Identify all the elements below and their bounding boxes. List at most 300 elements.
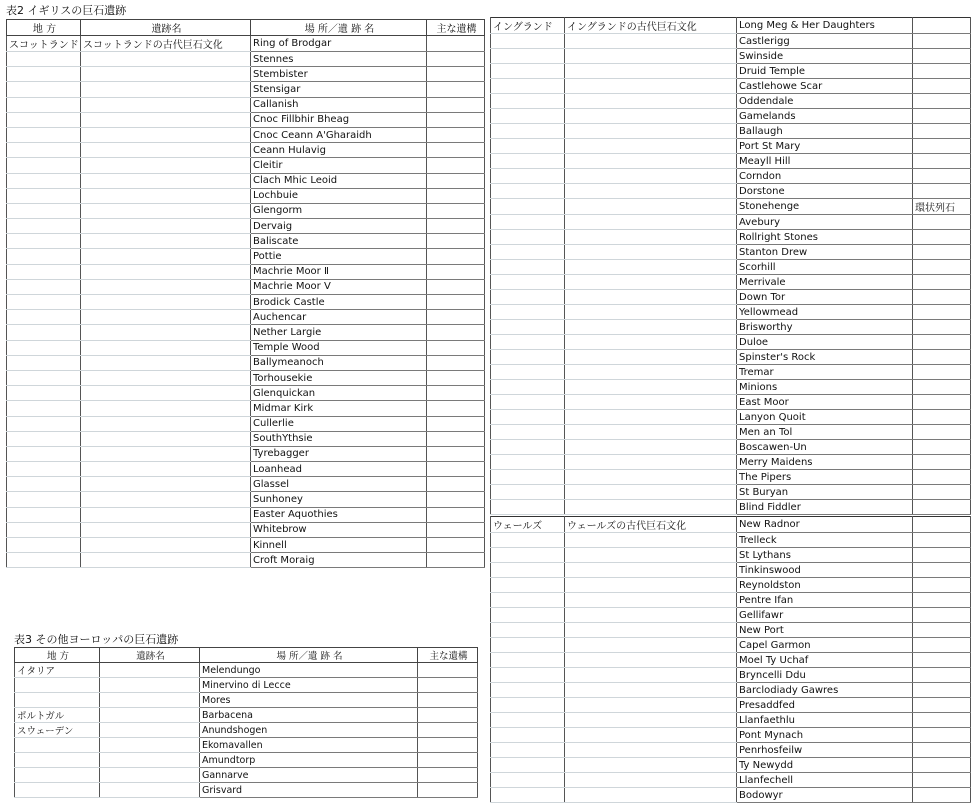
region-cell <box>491 79 565 94</box>
region-cell <box>7 249 81 264</box>
table-row <box>491 563 971 578</box>
culture-cell <box>565 425 737 440</box>
site-name-cell: Tremar <box>737 365 913 380</box>
main-remains-cell <box>427 173 485 188</box>
main-remains-cell <box>427 219 485 234</box>
table-row <box>491 425 971 440</box>
region-cell <box>491 425 565 440</box>
table-row <box>7 295 485 310</box>
region-cell <box>7 112 81 127</box>
site-name-cell: Mores <box>200 693 418 708</box>
table-row <box>7 507 485 522</box>
region-cell <box>491 455 565 470</box>
main-remains-cell <box>427 462 485 477</box>
culture-cell <box>565 350 737 365</box>
table-row <box>7 446 485 461</box>
culture-cell <box>565 728 737 743</box>
main-remains-cell <box>427 112 485 127</box>
table-row <box>491 668 971 683</box>
culture-cell <box>565 485 737 500</box>
region-cell <box>491 440 565 455</box>
main-remains-cell <box>913 548 971 563</box>
table-row <box>7 431 485 446</box>
table-row <box>491 169 971 184</box>
culture-cell <box>81 264 251 279</box>
region-cell <box>7 477 81 492</box>
culture-cell <box>81 492 251 507</box>
culture-cell <box>565 455 737 470</box>
site-name-cell: New Radnor <box>737 517 913 533</box>
main-remains-cell <box>913 169 971 184</box>
main-remains-cell <box>913 184 971 199</box>
region-cell <box>491 94 565 109</box>
region-cell <box>7 203 81 218</box>
site-name-cell: Port St Mary <box>737 139 913 154</box>
main-remains-cell <box>418 783 478 798</box>
culture-cell <box>565 608 737 623</box>
main-remains-cell <box>427 431 485 446</box>
region-cell <box>491 154 565 169</box>
main-remains-cell <box>913 260 971 275</box>
culture-cell <box>565 154 737 169</box>
region-cell <box>7 355 81 370</box>
main-remains-cell <box>418 753 478 768</box>
main-remains-cell <box>913 64 971 79</box>
site-name-cell: Auchencar <box>251 310 427 325</box>
table-row <box>491 395 971 410</box>
main-remains-cell <box>913 380 971 395</box>
main-remains-cell <box>913 425 971 440</box>
site-name-cell: Glenquickan <box>251 386 427 401</box>
main-remains-cell <box>427 188 485 203</box>
region-cell <box>491 169 565 184</box>
main-remains-cell <box>913 154 971 169</box>
region-cell <box>7 173 81 188</box>
site-name-cell: Stembister <box>251 67 427 82</box>
table-row <box>491 215 971 230</box>
table-row <box>491 18 971 34</box>
region-cell <box>7 492 81 507</box>
main-remains-cell <box>418 738 478 753</box>
main-remains-cell <box>913 698 971 713</box>
table-row <box>7 325 485 340</box>
table-row <box>491 124 971 139</box>
main-remains-cell <box>913 124 971 139</box>
site-name-cell: Merrivale <box>737 275 913 290</box>
main-remains-cell <box>913 728 971 743</box>
culture-cell <box>81 386 251 401</box>
table-row <box>491 139 971 154</box>
main-remains-cell <box>427 52 485 67</box>
region-cell <box>491 320 565 335</box>
site-name-cell: Easter Aquothies <box>251 507 427 522</box>
culture-cell <box>81 355 251 370</box>
region-cell <box>15 783 100 798</box>
site-name-cell: Stanton Drew <box>737 245 913 260</box>
table-row <box>15 708 478 723</box>
main-remains-cell <box>427 67 485 82</box>
culture-cell <box>565 109 737 124</box>
table-row <box>7 249 485 264</box>
site-name-cell: Pottie <box>251 249 427 264</box>
culture-cell <box>81 234 251 249</box>
main-remains-cell: 環状列石 <box>913 199 971 215</box>
culture-cell <box>565 34 737 49</box>
culture-cell <box>565 365 737 380</box>
site-name-cell: Penrhosfeilw <box>737 743 913 758</box>
culture-cell <box>81 538 251 553</box>
site-name-cell: Pont Mynach <box>737 728 913 743</box>
culture-cell <box>565 683 737 698</box>
site-name-cell: Stensigar <box>251 82 427 97</box>
culture-cell <box>81 310 251 325</box>
site-name-cell: The Pipers <box>737 470 913 485</box>
culture-cell <box>81 97 251 112</box>
site-name-cell: Llanfechell <box>737 773 913 788</box>
region-cell <box>491 743 565 758</box>
region-cell <box>7 82 81 97</box>
culture-cell <box>565 94 737 109</box>
region-cell: イングランド <box>491 18 565 34</box>
site-name-cell: Sunhoney <box>251 492 427 507</box>
table3-other-europe <box>14 647 478 798</box>
table-row <box>491 500 971 515</box>
main-remains-cell <box>913 668 971 683</box>
header-row <box>15 648 478 663</box>
main-remains-cell <box>913 713 971 728</box>
main-remains-cell <box>427 279 485 294</box>
culture-cell <box>100 768 200 783</box>
table-row <box>7 538 485 553</box>
site-name-cell: Minervino di Lecce <box>200 678 418 693</box>
region-cell <box>491 64 565 79</box>
table-row <box>7 52 485 67</box>
table-row <box>7 188 485 203</box>
main-remains-cell <box>427 36 485 52</box>
site-name-cell: Druid Temple <box>737 64 913 79</box>
culture-cell <box>565 290 737 305</box>
region-cell <box>7 416 81 431</box>
table-row <box>491 350 971 365</box>
culture-cell <box>81 52 251 67</box>
culture-cell <box>565 563 737 578</box>
region-cell <box>491 578 565 593</box>
culture-cell: スコットランドの古代巨石文化 <box>81 36 251 52</box>
site-name-cell: Trelleck <box>737 533 913 548</box>
region-cell <box>7 431 81 446</box>
region-cell <box>7 67 81 82</box>
region-cell <box>491 470 565 485</box>
main-remains-cell <box>418 708 478 723</box>
region-cell <box>15 678 100 693</box>
main-remains-cell <box>427 507 485 522</box>
main-remains-cell <box>427 553 485 568</box>
table-row <box>491 758 971 773</box>
table-row <box>491 335 971 350</box>
site-name-cell: Ekomavallen <box>200 738 418 753</box>
culture-cell <box>565 275 737 290</box>
table-row <box>15 738 478 753</box>
culture-cell <box>100 678 200 693</box>
region-cell <box>491 728 565 743</box>
site-name-cell: Dervaig <box>251 219 427 234</box>
table-row <box>7 234 485 249</box>
table-row <box>491 199 971 215</box>
table-row <box>491 245 971 260</box>
region-cell <box>7 507 81 522</box>
table2-england <box>490 17 971 515</box>
main-remains-cell <box>913 365 971 380</box>
table-row <box>15 783 478 798</box>
culture-cell <box>565 578 737 593</box>
main-remains-cell <box>913 320 971 335</box>
region-cell <box>491 260 565 275</box>
main-remains-cell <box>427 264 485 279</box>
header-main: 主な遺構 <box>418 648 478 663</box>
main-remains-cell <box>427 370 485 385</box>
site-name-cell: Barclodiady Gawres <box>737 683 913 698</box>
main-remains-cell <box>913 683 971 698</box>
main-remains-cell <box>913 275 971 290</box>
site-name-cell: Lochbuie <box>251 188 427 203</box>
main-remains-cell <box>418 693 478 708</box>
table-row <box>491 410 971 425</box>
region-cell <box>491 788 565 803</box>
culture-cell <box>81 522 251 537</box>
site-name-cell: Lanyon Quoit <box>737 410 913 425</box>
culture-cell <box>565 653 737 668</box>
table-row <box>7 401 485 416</box>
region-cell <box>491 290 565 305</box>
site-name-cell: Spinster's Rock <box>737 350 913 365</box>
main-remains-cell <box>913 623 971 638</box>
table-row <box>7 492 485 507</box>
region-cell <box>491 758 565 773</box>
culture-cell <box>100 738 200 753</box>
site-name-cell: Oddendale <box>737 94 913 109</box>
main-remains-cell <box>913 305 971 320</box>
culture-cell <box>100 693 200 708</box>
culture-cell <box>100 753 200 768</box>
culture-cell <box>81 67 251 82</box>
site-name-cell: Castlerigg <box>737 34 913 49</box>
site-name-cell: Ceann Hulavig <box>251 143 427 158</box>
main-remains-cell <box>427 355 485 370</box>
site-name-cell: Ballaugh <box>737 124 913 139</box>
table-row <box>7 279 485 294</box>
table-row <box>491 728 971 743</box>
culture-cell <box>565 49 737 64</box>
region-cell <box>491 395 565 410</box>
region-cell <box>491 109 565 124</box>
site-name-cell: Midmar Kirk <box>251 401 427 416</box>
culture-cell <box>81 553 251 568</box>
table-row <box>491 455 971 470</box>
culture-cell <box>565 320 737 335</box>
main-remains-cell <box>427 82 485 97</box>
region-cell <box>7 264 81 279</box>
table-row <box>491 533 971 548</box>
culture-cell <box>81 295 251 310</box>
table-row <box>491 517 971 533</box>
table-row <box>7 112 485 127</box>
culture-cell <box>565 169 737 184</box>
table2-wales <box>490 516 971 803</box>
main-remains-cell <box>913 563 971 578</box>
region-cell <box>7 401 81 416</box>
site-name-cell: Baliscate <box>251 234 427 249</box>
culture-cell <box>565 199 737 215</box>
site-name-cell: Moel Ty Uchaf <box>737 653 913 668</box>
table-row <box>491 788 971 803</box>
main-remains-cell <box>427 203 485 218</box>
culture-cell <box>565 64 737 79</box>
main-remains-cell <box>427 416 485 431</box>
table-row <box>7 97 485 112</box>
main-remains-cell <box>427 127 485 142</box>
culture-cell <box>565 533 737 548</box>
table-row <box>7 82 485 97</box>
site-name-cell: Boscawen-Un <box>737 440 913 455</box>
main-remains-cell <box>913 230 971 245</box>
main-remains-cell <box>913 34 971 49</box>
culture-cell <box>565 470 737 485</box>
region-cell <box>7 553 81 568</box>
culture-cell <box>565 548 737 563</box>
region-cell <box>491 548 565 563</box>
main-remains-cell <box>427 446 485 461</box>
table-row <box>491 698 971 713</box>
site-name-cell: St Buryan <box>737 485 913 500</box>
table-row <box>7 310 485 325</box>
region-cell: イタリア <box>15 663 100 678</box>
region-cell <box>491 199 565 215</box>
table-row <box>491 49 971 64</box>
table-row <box>7 553 485 568</box>
region-cell <box>491 563 565 578</box>
table-row <box>7 477 485 492</box>
site-name-cell: Gannarve <box>200 768 418 783</box>
region-cell <box>491 335 565 350</box>
table-row <box>7 67 485 82</box>
site-name-cell: Clach Mhic Leoid <box>251 173 427 188</box>
site-name-cell: Castlehowe Scar <box>737 79 913 94</box>
header-main: 主な遺構 <box>427 20 485 36</box>
header-culture: 遺跡名 <box>100 648 200 663</box>
table-row <box>7 355 485 370</box>
table-row <box>491 365 971 380</box>
main-remains-cell <box>913 49 971 64</box>
site-name-cell: Presaddfed <box>737 698 913 713</box>
site-name-cell: Pentre Ifan <box>737 593 913 608</box>
region-cell <box>491 773 565 788</box>
culture-cell <box>565 139 737 154</box>
culture-cell <box>81 173 251 188</box>
culture-cell <box>100 708 200 723</box>
culture-cell <box>565 184 737 199</box>
table-row <box>491 470 971 485</box>
table-row <box>15 768 478 783</box>
culture-cell <box>565 668 737 683</box>
culture-cell <box>81 112 251 127</box>
culture-cell <box>565 245 737 260</box>
culture-cell <box>81 127 251 142</box>
table-row <box>7 386 485 401</box>
region-cell <box>7 370 81 385</box>
table-row <box>491 653 971 668</box>
culture-cell <box>565 124 737 139</box>
region-cell: ウェールズ <box>491 517 565 533</box>
site-name-cell: Bryncelli Ddu <box>737 668 913 683</box>
main-remains-cell <box>427 249 485 264</box>
table-row <box>7 143 485 158</box>
main-remains-cell <box>427 477 485 492</box>
culture-cell: イングランドの古代巨石文化 <box>565 18 737 34</box>
main-remains-cell <box>427 401 485 416</box>
site-name-cell: Swinside <box>737 49 913 64</box>
table-row <box>491 578 971 593</box>
region-cell <box>491 410 565 425</box>
site-name-cell: East Moor <box>737 395 913 410</box>
main-remains-cell <box>913 485 971 500</box>
region-cell <box>7 158 81 173</box>
region-cell <box>491 215 565 230</box>
site-name-cell: Capel Garmon <box>737 638 913 653</box>
table-row <box>7 127 485 142</box>
main-remains-cell <box>913 109 971 124</box>
site-name-cell: Corndon <box>737 169 913 184</box>
region-cell <box>491 608 565 623</box>
table-row <box>491 320 971 335</box>
main-remains-cell <box>913 440 971 455</box>
site-name-cell: Down Tor <box>737 290 913 305</box>
site-name-cell: Blind Fiddler <box>737 500 913 515</box>
main-remains-cell <box>913 500 971 515</box>
main-remains-cell <box>913 578 971 593</box>
site-name-cell: Duloe <box>737 335 913 350</box>
site-name-cell: Glengorm <box>251 203 427 218</box>
culture-cell <box>81 401 251 416</box>
region-cell <box>7 234 81 249</box>
header-site: 場 所／遺 跡 名 <box>200 648 418 663</box>
region-cell <box>7 446 81 461</box>
main-remains-cell <box>427 295 485 310</box>
region-cell <box>7 219 81 234</box>
site-name-cell: Callanish <box>251 97 427 112</box>
culture-cell <box>565 758 737 773</box>
main-remains-cell <box>913 335 971 350</box>
site-name-cell: Gellifawr <box>737 608 913 623</box>
table2-scotland <box>6 19 485 568</box>
culture-cell <box>565 395 737 410</box>
table-row <box>7 173 485 188</box>
region-cell <box>491 184 565 199</box>
culture-cell <box>565 500 737 515</box>
culture-cell <box>81 431 251 446</box>
table-row <box>491 548 971 563</box>
site-name-cell: Barbacena <box>200 708 418 723</box>
site-name-cell: Scorhill <box>737 260 913 275</box>
main-remains-cell <box>427 158 485 173</box>
table-row <box>491 64 971 79</box>
site-name-cell: Machrie Moor Ⅴ <box>251 279 427 294</box>
culture-cell <box>565 230 737 245</box>
main-remains-cell <box>427 234 485 249</box>
region-cell <box>491 668 565 683</box>
site-name-cell: Ty Newydd <box>737 758 913 773</box>
table2-caption: 表2 イギリスの巨石遺跡 <box>6 4 127 17</box>
main-remains-cell <box>913 653 971 668</box>
